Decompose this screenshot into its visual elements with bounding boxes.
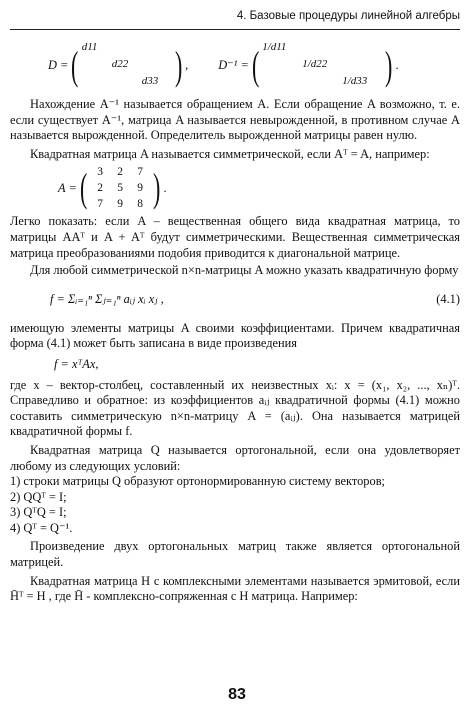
matrix-sym-cell: 7	[97, 198, 104, 211]
eq-4-1	[50, 285, 460, 315]
condition-item: 3) QᵀQ = I;	[10, 505, 67, 520]
header-title: 4. Базовые процедуры линейной алгебры	[236, 10, 460, 22]
para-inverse: Нахождение A⁻¹ называется обращением A. Если обращение A возможно, т. е. если существует A⁻¹, матрица A называется невырожденной, в противном случае A называется вырожденной. Определитель вырожденной матрицы равен нулю.	[10, 97, 460, 143]
matrix-sym-cell: 2	[97, 182, 104, 195]
matrix-sym-cell: 9	[117, 198, 124, 211]
para-orthogonal: Квадратная матрица Q называется ортогональной, если она удовлетворяет любому из следующих условий:	[10, 442, 460, 473]
para-where: где x – вектор-столбец, составленный их неизвестных xᵢ: x = (x₁, x₂, ..., xₙ)ᵀ. Справедливо и обратное: из коэффициентов aᵢⱼ квадратичной формы (4.1) можно составить симметрическую n×n-матрицу A = (aᵢⱼ). Она называется матрицей квадратичной формы f.	[10, 377, 460, 439]
matrix-dinv-entry: 1/d33	[342, 75, 368, 87]
eq-4-1-number: (4.1)	[436, 291, 460, 306]
para-symmetric: Квадратная матрица A называется симметрической, если Aᵀ = A, например:	[30, 146, 430, 161]
para-having: имеющую элементы матрицы A своими коэффициентами. Причем квадратичная форма (4.1) может быть записана в виде произведения	[10, 320, 460, 351]
eq-sym-label: A =	[58, 180, 77, 195]
matrix-sym-cell: 2	[117, 166, 124, 179]
eq-diagonal	[48, 40, 460, 91]
matrix-d-entry: d11	[81, 41, 98, 53]
para-easy: Легко показать: если A – вещественная общего вида квадратная матрица, то матрицы AAᵀ и A + Aᵀ будут симметрическими. Вещественная симметрическая матрица преобразованиями подобия приводится к диагональной матрице.	[10, 214, 460, 260]
para-quadratic: Для любой симметрической n×n-матрицы A можно указать квадратичную форму	[30, 263, 459, 278]
matrix-d: ( d11 d22 d33 ) ,	[68, 40, 188, 91]
matrix-dinv-entry: 1/d22	[302, 58, 328, 70]
matrix-sym-cell: 5	[117, 182, 124, 195]
page-body	[10, 40, 460, 605]
matrix-sym-cell: 3	[97, 166, 104, 179]
condition-item: 4) Qᵀ = Q⁻¹.	[10, 520, 73, 535]
matrix-sym: ( 3 2 7 2 5 9 7 9 8 ) .	[79, 165, 167, 211]
matrix-d-entry: d33	[141, 75, 159, 87]
condition-item: 1) строки матрицы Q образуют ортонормированную систему векторов;	[10, 474, 385, 489]
matrix-sym-cell: 7	[137, 166, 144, 179]
conditions-list	[10, 474, 460, 536]
matrix-dinv-entry: 1/d11	[262, 41, 287, 53]
matrix-d-entry: d22	[111, 58, 129, 70]
eq-product: f = xᵀAx,	[54, 356, 99, 371]
para-hermitian: Квадратная матрица H с комплексными элементами называется эрмитовой, если H̄ᵀ = H , где H̄ - комплексно-сопряженная с H матрица. Например:	[10, 573, 460, 604]
para-product: Произведение двух ортогональных матриц также является ортогональной матрицей.	[10, 539, 460, 570]
page-number: 83	[228, 686, 246, 703]
eq-dinv-label: D⁻¹ =	[218, 57, 249, 72]
condition-item: 2) QQᵀ = I;	[10, 489, 67, 504]
eq-symmetric	[58, 164, 460, 212]
header-rule	[10, 29, 460, 30]
matrix-sym-cell: 9	[137, 182, 144, 195]
eq-4-1-formula: f = Σᵢ₌₁ⁿ Σⱼ₌₁ⁿ aᵢⱼ xᵢ xⱼ ,	[50, 291, 164, 306]
matrix-sym-cell: 8	[137, 198, 144, 211]
running-header	[0, 8, 460, 30]
matrix-dinv: ( 1/d11 1/d22 1/d33 ) .	[249, 40, 399, 91]
eq-d-label: D =	[48, 57, 69, 72]
